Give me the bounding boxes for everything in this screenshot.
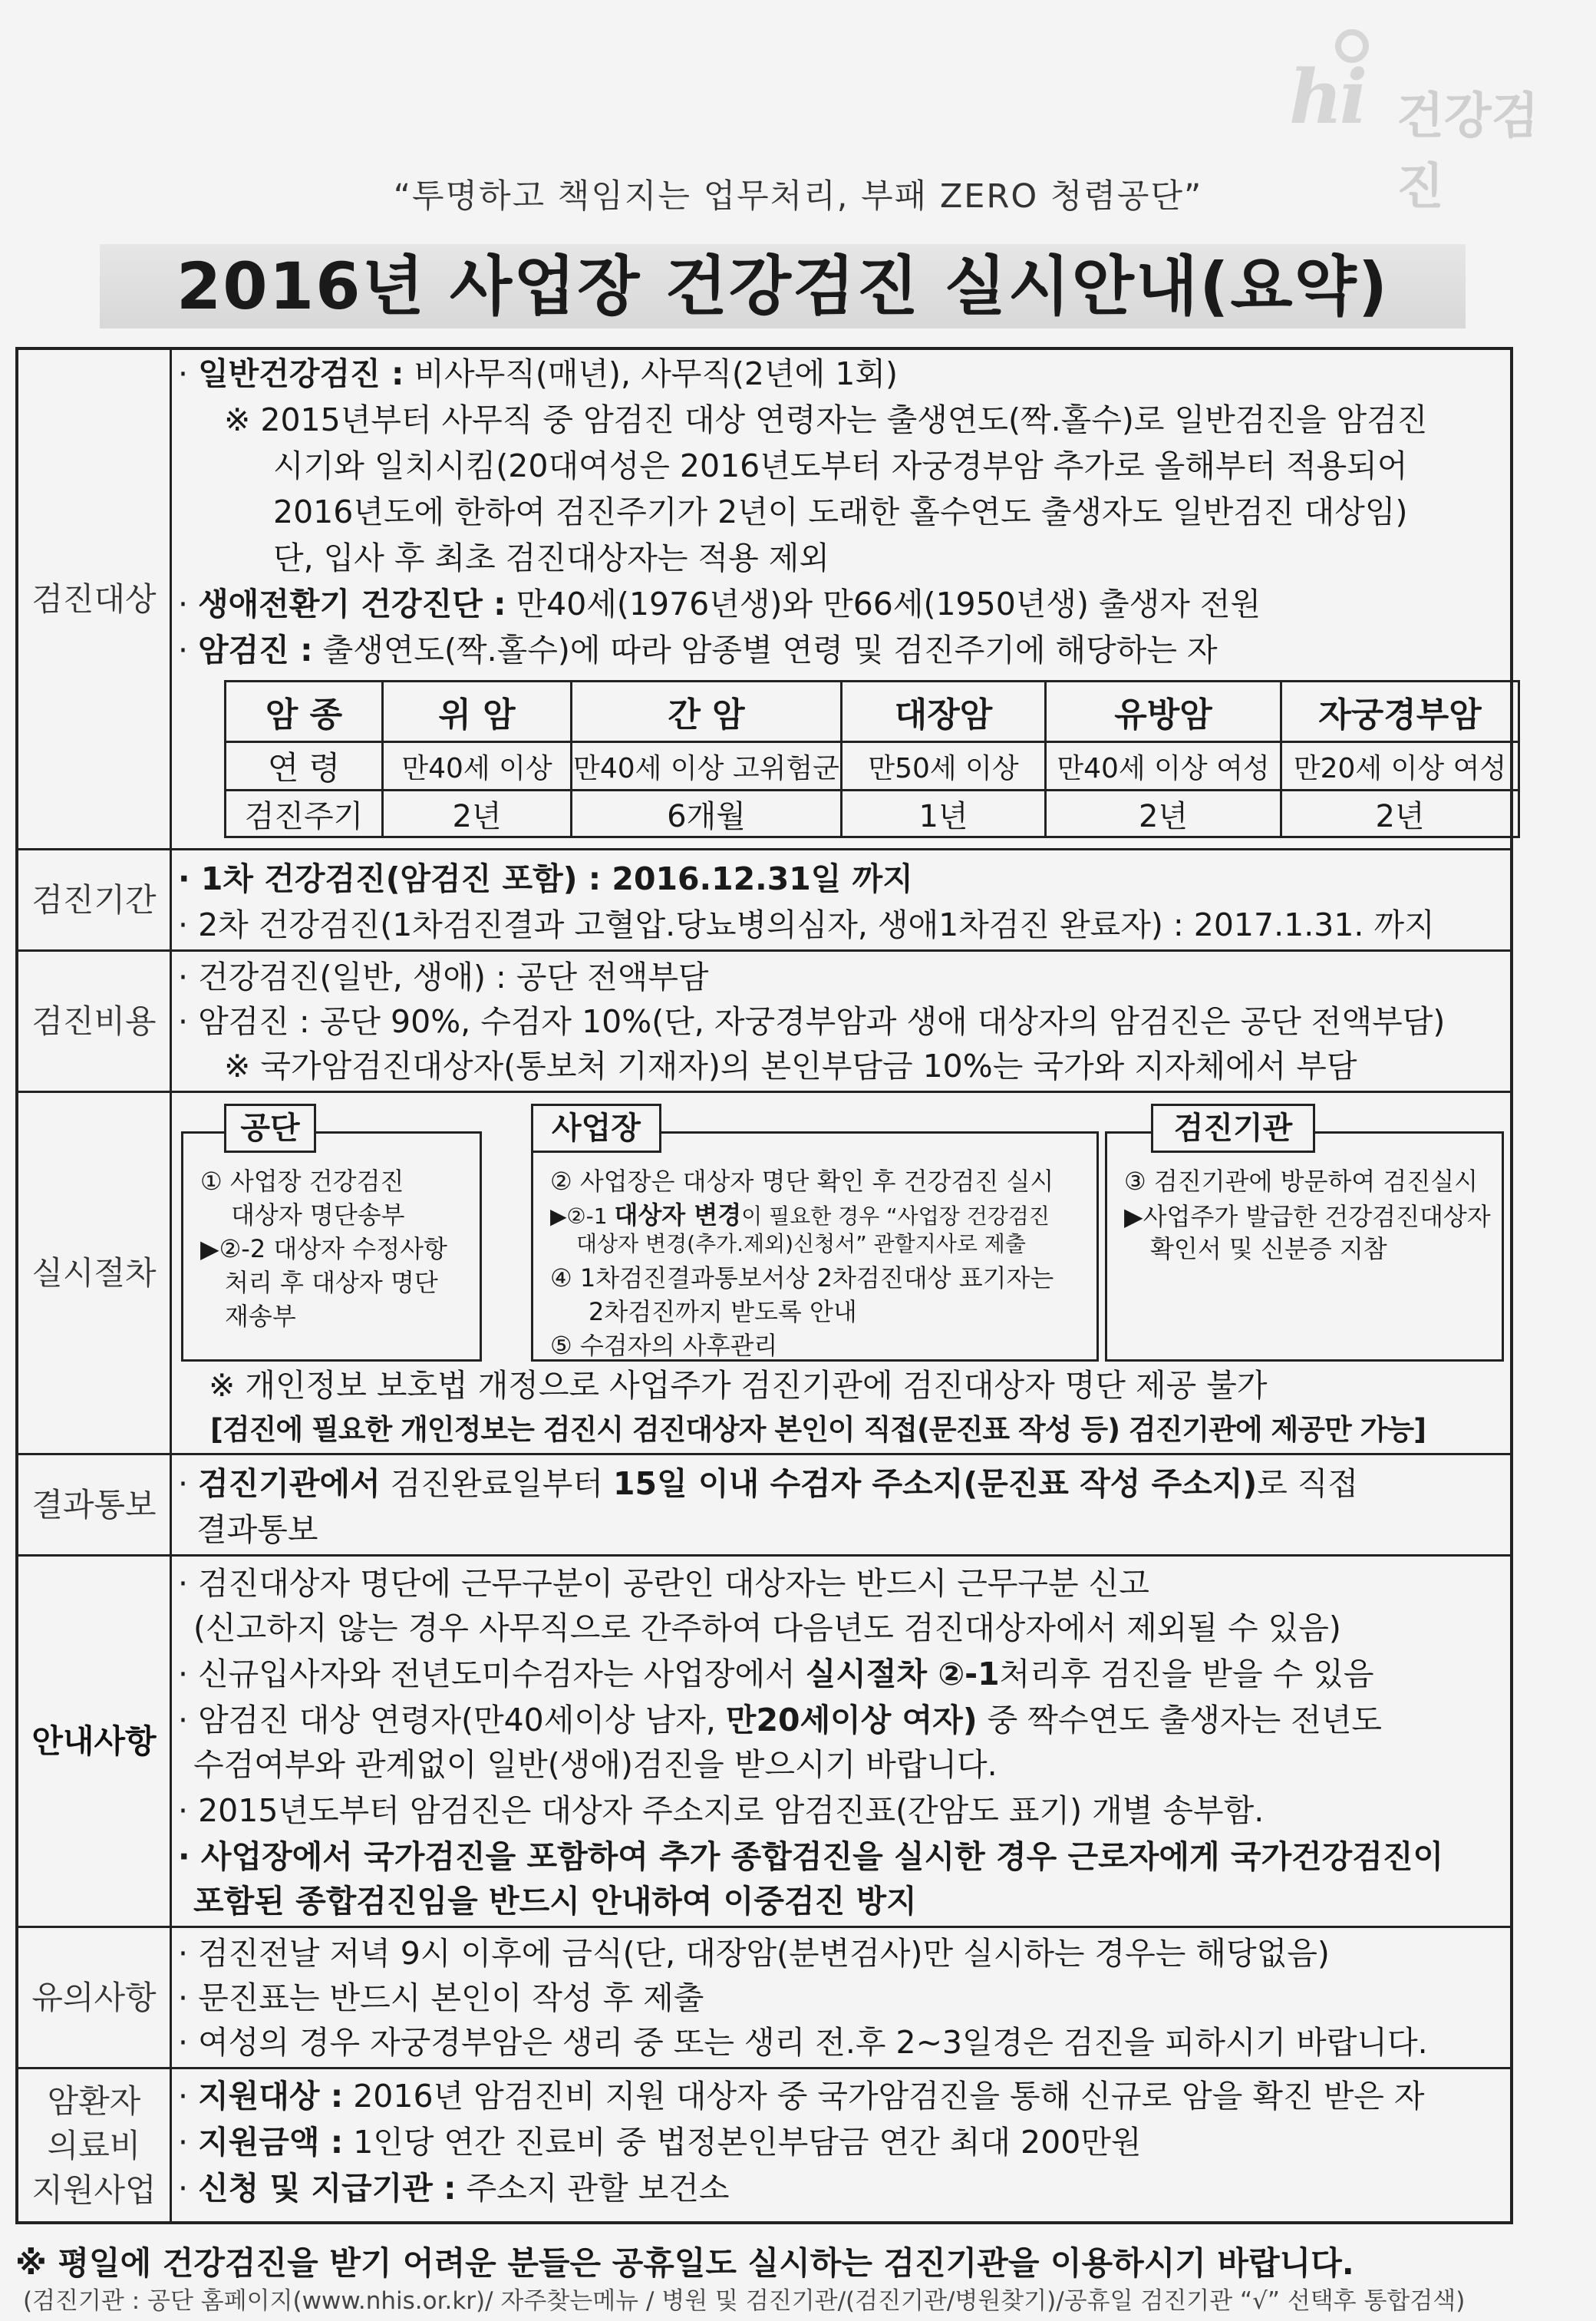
logo-name: 건강검진 bbox=[1396, 88, 1539, 216]
caution-line: · 문진표는 반드시 본인이 작성 후 제출 bbox=[178, 1979, 704, 2016]
logo-hi: hi bbox=[1289, 54, 1365, 140]
slogan: “투명하고 책임지는 업무처리, 부패 ZERO 청렴공단” bbox=[393, 177, 1203, 216]
procedure-box-nhis bbox=[181, 1131, 482, 1362]
bullet-life: · 생애전환기 건강진단 : 만40세(1976년생)와 만66세(1950년생) 출생자 전원 bbox=[178, 586, 1261, 622]
table-cell: 대장암 bbox=[842, 682, 1046, 742]
info-table bbox=[15, 347, 1513, 2224]
procedure-text: 2차검진까지 받도록 안내 bbox=[589, 1297, 857, 1326]
table-cell: 만20세 이상 여성 bbox=[1281, 742, 1519, 791]
note-line: 시기와 일치시킴(20대여성은 2016년도부터 자궁경부암 추가로 올해부터 적용되어 bbox=[273, 447, 1408, 484]
table-cell: 2년 bbox=[1281, 791, 1519, 837]
procedure-text: ▶②-1 대상자 변경이 필요한 경우 “사업장 건강검진 bbox=[550, 1200, 1050, 1230]
caution-line: · 검진전날 저녁 9시 이후에 금식(단, 대장암(분변검사)만 실시하는 경우는 해당없음) bbox=[178, 1935, 1330, 1972]
procedure-text: ③ 검진기관에 방문하여 검진실시 bbox=[1124, 1167, 1479, 1196]
procedure-text: 대상자 변경(추가.제외)신청서” 관할지사로 제출 bbox=[576, 1231, 1026, 1256]
section-procedure bbox=[18, 1093, 1510, 1455]
section-label-guide: 안내사항 bbox=[18, 1557, 172, 1926]
procedure-box-workplace bbox=[531, 1131, 1099, 1362]
table-cell: 2년 bbox=[383, 791, 572, 837]
section-label-caution: 유의사항 bbox=[18, 1928, 172, 2067]
bullet-cancer: · 암검진 : 출생연도(짝.홀수)에 따라 암종별 연령 및 검진주기에 해당하는 자 bbox=[178, 632, 1218, 669]
section-label-target: 검진대상 bbox=[18, 350, 172, 848]
table-cell: 만50세 이상 bbox=[842, 742, 1046, 791]
procedure-text: 대상자 명단송부 bbox=[231, 1200, 405, 1230]
procedure-text: ① 사업장 건강검진 bbox=[200, 1167, 404, 1196]
note-line: ※ 2015년부터 사무직 중 암검진 대상 연령자는 출생연도(짝.홀수)로 일반검진을 암검진 bbox=[224, 401, 1428, 438]
support-line: · 지원금액 : 1인당 연간 진료비 중 법정본인부담금 연간 최대 200만원 bbox=[178, 2124, 1142, 2161]
table-cell: 연 령 bbox=[226, 742, 383, 791]
procedure-text: ④ 1차검진결과통보서상 2차검진대상 표기자는 bbox=[550, 1263, 1054, 1293]
guide-line: · 신규입사자와 전년도미수검자는 사업장에서 실시절차 ②-1처리후 검진을 받을 수 있음 bbox=[178, 1656, 1374, 1692]
table-row bbox=[226, 682, 1519, 742]
note-line: 단, 입사 후 최초 검진대상자는 적용 제외 bbox=[273, 540, 829, 576]
cost-line: · 암검진 : 공단 90%, 수검자 10%(단, 자궁경부암과 생애 대상자의 암검진은 공단 전액부담) bbox=[178, 1003, 1446, 1040]
cancer-schedule-table bbox=[224, 680, 1520, 838]
section-label-result: 결과통보 bbox=[18, 1455, 172, 1554]
guide-line: · 암검진 대상 연령자(만40세이상 남자, 만20세이상 여자) 중 짝수연도 출생자는 전년도 bbox=[178, 1702, 1383, 1738]
procedure-text: ▶사업주가 발급한 건강검진대상자 bbox=[1124, 1202, 1491, 1231]
result-line: · 검진기관에서 검진완료일부터 15일 이내 수검자 주소지(문진표 작성 주소지)로 직접 bbox=[178, 1465, 1359, 1502]
section-label-cost: 검진비용 bbox=[18, 952, 172, 1091]
table-cell: 2년 bbox=[1046, 791, 1281, 837]
table-cell: 자궁경부암 bbox=[1281, 682, 1519, 742]
table-cell: 유방암 bbox=[1046, 682, 1281, 742]
section-result bbox=[18, 1455, 1510, 1557]
footer-guide: (검진기관 : 공단 홈페이지(www.nhis.or.kr)/ 자주찾는메뉴 / 병원 및 검진기관/(검진기관/병원찾기)/공휴일 검진기관 “√” 선택후 통합검색) bbox=[23, 2287, 1466, 2315]
cost-line: · 건강검진(일반, 생애) : 공단 전액부담 bbox=[178, 959, 709, 995]
procedure-text: ⑤ 수검자의 사후관리 bbox=[550, 1331, 778, 1360]
guide-line: (신고하지 않는 경우 사무직으로 간주하여 다음년도 검진대상자에서 제외될 수 있음) bbox=[193, 1610, 1341, 1646]
table-cell: 간 암 bbox=[572, 682, 842, 742]
guide-line: · 사업장에서 국가검진을 포함하여 추가 종합검진을 실시한 경우 근로자에게 국가건강검진이 bbox=[178, 1838, 1444, 1875]
section-guide bbox=[18, 1557, 1510, 1928]
guide-line: 수검여부와 관계없이 일반(생애)검진을 받으시기 바랍니다. bbox=[193, 1746, 998, 1783]
caution-line: · 여성의 경우 자궁경부암은 생리 중 또는 생리 전.후 2~3일경은 검진을 피하시기 바랍니다. bbox=[178, 2024, 1428, 2061]
section-label-procedure: 실시절차 bbox=[18, 1093, 172, 1453]
table-row bbox=[226, 742, 1519, 791]
table-cell: 만40세 이상 고위험군 bbox=[572, 742, 842, 791]
section-label-support: 암환자 의료비 지원사업 bbox=[18, 2069, 172, 2223]
procedure-note: ※ 개인정보 보호법 개정으로 사업주가 검진기관에 검진대상자 명단 제공 불가 bbox=[209, 1367, 1268, 1404]
procedure-text: ② 사업장은 대상자 명단 확인 후 건강검진 실시 bbox=[550, 1167, 1054, 1196]
cost-note: ※ 국가암검진대상자(통보처 기재자)의 본인부담금 10%는 국가와 지자체에서 부담 bbox=[224, 1048, 1357, 1085]
table-cell: 1년 bbox=[842, 791, 1046, 837]
procedure-text: 재송부 bbox=[225, 1302, 296, 1331]
note-line: 2016년도에 한하여 검진주기가 2년이 도래한 홀수연도 출생자도 일반검진 대상임) bbox=[273, 494, 1408, 530]
procedure-tag-workplace: 사업장 bbox=[531, 1104, 661, 1153]
section-caution bbox=[18, 1928, 1510, 2069]
guide-line: · 검진대상자 명단에 근무구분이 공란인 대상자는 반드시 근무구분 신고 bbox=[178, 1565, 1149, 1602]
table-cell: 위 암 bbox=[383, 682, 572, 742]
procedure-text: 처리 후 대상자 명단 bbox=[225, 1268, 438, 1297]
bullet-general: · 일반건강검진 : 비사무직(매년), 사무직(2년에 1회) bbox=[178, 355, 898, 392]
table-cell: 6개월 bbox=[572, 791, 842, 837]
guide-line: · 2015년도부터 암검진은 대상자 주소지로 암검진표(간암도 표기) 개별 송부함. bbox=[178, 1792, 1265, 1829]
table-cell: 만40세 이상 여성 bbox=[1046, 742, 1281, 791]
footer-notice: ※ 평일에 건강검진을 받기 어려운 분들은 공휴일도 실시하는 검진기관을 이용하시기 바랍니다. bbox=[15, 2244, 1354, 2282]
section-support bbox=[18, 2069, 1510, 2223]
period-line: · 2차 건강검진(1차검진결과 고혈압.당뇨병의심자, 생애1차검진 완료자) : 2017.1.31. 까지 bbox=[178, 906, 1435, 943]
procedure-tag-nhis: 공단 bbox=[224, 1104, 316, 1153]
procedure-tag-agency: 검진기관 bbox=[1151, 1104, 1315, 1153]
table-cell: 만40세 이상 bbox=[383, 742, 572, 791]
table-cell: 암 종 bbox=[226, 682, 383, 742]
nhis-logo bbox=[1289, 23, 1565, 216]
procedure-text: ▶②-2 대상자 수정사항 bbox=[200, 1234, 447, 1263]
table-row bbox=[226, 791, 1519, 837]
table-cell: 검진주기 bbox=[226, 791, 383, 837]
section-period bbox=[18, 850, 1510, 952]
guide-line: 포함된 종합검진임을 반드시 안내하여 이중검진 방지 bbox=[193, 1883, 917, 1920]
support-line: · 신청 및 지급기관 : 주소지 관할 보건소 bbox=[178, 2170, 730, 2207]
section-label-period: 검진기간 bbox=[18, 850, 172, 949]
period-line: · 1차 건강검진(암검진 포함) : 2016.12.31일 까지 bbox=[178, 860, 913, 897]
procedure-note: [검진에 필요한 개인정보는 검진시 검진대상자 본인이 직접(문진표 작성 등) 검진기관에 제공만 가능] bbox=[210, 1413, 1426, 1446]
procedure-text: 확인서 및 신분증 지참 bbox=[1150, 1234, 1387, 1263]
result-line: 결과통보 bbox=[196, 1511, 318, 1548]
support-line: · 지원대상 : 2016년 암검진비 지원 대상자 중 국가암검진을 통해 신규로 암을 확진 받은 자 bbox=[178, 2078, 1425, 2115]
page-title: 2016년 사업장 건강검진 실시안내(요약) bbox=[100, 244, 1466, 329]
section-cost bbox=[18, 952, 1510, 1093]
procedure-box-agency bbox=[1105, 1131, 1504, 1362]
section-target bbox=[18, 350, 1510, 850]
